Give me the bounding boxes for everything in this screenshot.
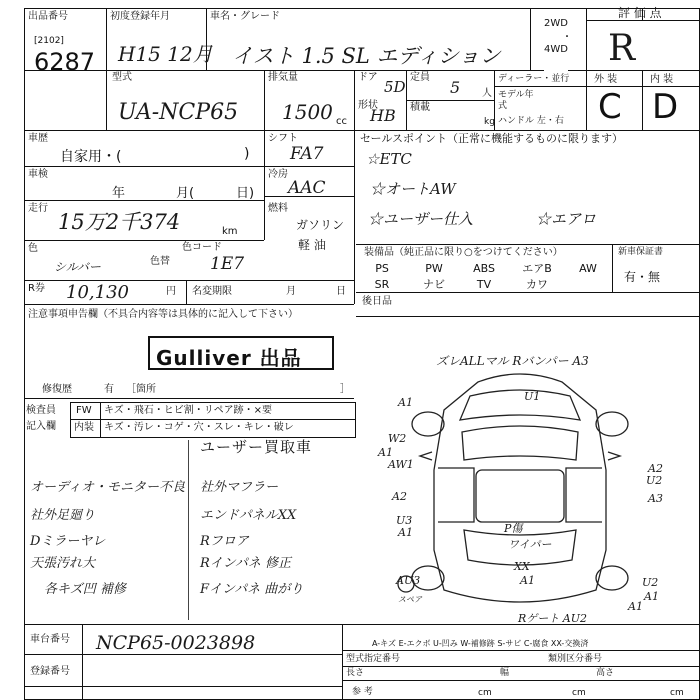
damage-mark: W2 (388, 432, 407, 445)
grade-value: R (608, 28, 636, 69)
damage-mark: A1 (644, 590, 659, 603)
exterior-label: 外 装 (594, 74, 618, 85)
damage-mark: A1 (628, 600, 643, 613)
interior-grade: D (652, 87, 679, 127)
sales-points-note: （正常に機能するものに限ります） (447, 132, 624, 145)
damage-mark: A1 (520, 574, 535, 587)
sales-point-item: ☆ユーザー仕入 (368, 210, 474, 228)
equipment-sr: SR (374, 278, 390, 291)
inspector-interior-items: キズ・汚レ・コゲ・穴・スレ・キレ・破レ (104, 422, 294, 433)
warranty-value: 有・無 (624, 270, 661, 284)
first-registration-label: 初度登録年月 (110, 11, 170, 22)
fuel-diesel: 軽 油 (298, 238, 326, 252)
equipment-pw: PW (425, 262, 443, 275)
equipment-ps: PS (375, 262, 389, 275)
model-value: UA-NCP65 (118, 100, 239, 125)
name-change-month: 月 (286, 286, 296, 297)
recycle-value: 10,130 (66, 282, 129, 303)
note-right: Rインパネ 修正 (200, 556, 292, 571)
paint-change-label: 色替 (150, 256, 170, 267)
dealer-label: ディーラー・並行 (498, 74, 570, 84)
drive-2wd-label: 2WD (544, 18, 568, 29)
damage-legend: A-キズ E-エクボ U-凹み W-補修跡 S-サビ C-腐食 XX-交換済 (372, 639, 589, 648)
damage-mark: U3 (396, 514, 413, 527)
damage-mark: A1 (378, 446, 393, 459)
note-right: Rフロア (200, 534, 249, 549)
class-number-label: 類別区分番号 (548, 654, 603, 664)
color-label: 色 (28, 243, 38, 254)
user-purchase-header: ユーザー買取車 (200, 438, 313, 456)
note-left: 社外足廻り (30, 508, 96, 523)
sales-point-item: ☆ETC (366, 150, 412, 168)
color-code-value: 1E7 (210, 254, 245, 274)
note-left: 各キズ凹 補修 (44, 582, 126, 597)
color-code-label: 色コード (182, 242, 222, 253)
repair-bracket: ［箇所 (126, 384, 156, 395)
capacity-unit: 人 (482, 88, 492, 99)
door-label: ドア (358, 72, 378, 83)
length-unit: cm (478, 688, 492, 698)
history-label: 車歴 (28, 133, 48, 144)
loading-unit: kg (484, 117, 495, 127)
recycle-label: R券 (28, 283, 45, 294)
inspector-interior-tag: 内装 (74, 422, 94, 433)
chassis-value: NCP65-0023898 (96, 632, 256, 654)
damage-mark: A1 (398, 526, 413, 539)
note-left: 天張汚れ大 (30, 556, 96, 571)
equipment-airbag: エアB (522, 262, 552, 275)
damage-mark: A1 (398, 396, 413, 409)
repair-history-label: 修復歴 (42, 384, 72, 395)
lot-number-value: 6287 (34, 48, 96, 76)
displacement-label: 排気量 (268, 72, 298, 83)
door-value: 5D (384, 78, 406, 96)
damage-mark: U1 (524, 390, 541, 403)
inspector-fw: FW (76, 405, 92, 416)
damage-mark: AW1 (388, 458, 414, 471)
shift-value: FA7 (290, 144, 324, 164)
equipment-navi: ナビ (423, 278, 445, 291)
interior-label: 内 装 (650, 74, 674, 85)
sales-point-item: ☆オートAW (370, 180, 456, 198)
displacement-value: 1500 (282, 100, 333, 124)
car-name-value: イスト 1.5 SL エディション (232, 44, 501, 68)
recycle-unit: 円 (166, 286, 176, 297)
color-value: シルバー (54, 260, 101, 274)
shape-value: HB (370, 106, 396, 125)
damage-mark: U2 (642, 576, 659, 589)
height-unit: cm (670, 688, 684, 698)
exterior-grade: C (598, 87, 622, 127)
note-left: オーディオ・モニター不良 (30, 480, 185, 495)
type-designation-label: 型式指定番号 (346, 654, 401, 664)
warranty-label: 新車保証書 (618, 247, 664, 257)
handle-label: ハンドル 左・右 (498, 116, 564, 126)
inspector-exterior-items: キズ・飛石・ヒビ割・リペア跡・×要 (104, 405, 272, 416)
inspection-year-label: 年 (112, 186, 126, 201)
note-right: エンドパネルXX (200, 508, 297, 523)
diagram-top-note: ズレALLマル Rバンパー A3 (436, 354, 589, 368)
fuel-gasoline: ガソリン (296, 218, 345, 232)
damage-mark: U2 (646, 474, 663, 487)
damage-mark: AU3 (396, 574, 421, 587)
note-left: Dミラーヤレ (30, 534, 106, 549)
model-label: 型式 (112, 72, 132, 83)
drive-4wd-label: 4WD (544, 44, 568, 55)
damage-mark: A2 (392, 490, 407, 503)
damage-mark: ワイパー (508, 538, 552, 551)
capacity-label: 定員 (410, 72, 430, 83)
reference-label: 参 考 (352, 687, 373, 697)
width-unit: cm (572, 688, 586, 698)
mileage-value: 15万2千374 (58, 210, 181, 234)
shape-label: 形状 (358, 100, 378, 111)
gulliver-logo: Gulliver 出品 (156, 346, 302, 370)
history-value: 自家用・( (60, 149, 122, 165)
inspection-month-label: 月( (176, 186, 195, 201)
equipment-title: 装備品（純正品に限り○をつけてください） (364, 247, 563, 258)
ac-label: 冷房 (268, 169, 288, 180)
name-change-day: 日 (336, 286, 346, 297)
damage-mark: XX (514, 560, 530, 573)
height-label: 高さ (596, 668, 615, 678)
loading-label: 積載 (410, 102, 430, 113)
note-right: 社外マフラー (200, 480, 279, 495)
capacity-value: 5 (450, 78, 461, 97)
name-change-label: 名変期限 (192, 286, 232, 297)
lot-number-label: 出品番号 (28, 11, 68, 22)
inspection-label: 車検 (28, 169, 48, 180)
later-items-label: 後日品 (362, 296, 392, 307)
damage-mark: A2 (648, 462, 663, 475)
inspector-label: 検査員 (26, 405, 56, 416)
chassis-label: 車台番号 (30, 634, 70, 645)
lot-sub-code: [2102] (34, 36, 64, 46)
history-close: ) (244, 146, 250, 162)
equipment-abs: ABS (473, 262, 495, 275)
drive-dot: ・ (562, 32, 572, 43)
damage-mark: P傷 (504, 522, 523, 535)
equipment-tv: TV (476, 278, 492, 291)
repair-history-value: 有 (104, 384, 114, 395)
mileage-label: 走行 (28, 203, 48, 214)
mileage-unit: km (222, 226, 238, 237)
model-year-label: モデル年式 (498, 90, 534, 111)
sales-points-title-text: セールスポイント (360, 132, 448, 145)
damage-mark: Rゲート AU2 (518, 612, 587, 625)
repair-bracket-close: ］ (340, 384, 350, 395)
width-label: 幅 (500, 668, 510, 678)
sales-point-item: ☆エアロ (536, 210, 597, 228)
length-label: 長さ (346, 668, 365, 678)
first-registration-value: H15 12月 (118, 42, 213, 66)
grade-label: 評 価 点 (618, 6, 662, 20)
damage-mark: A3 (648, 492, 663, 505)
registration-label: 登録番号 (30, 666, 70, 677)
shift-label: シフト (268, 133, 298, 144)
equipment-aw: AW (579, 262, 597, 275)
ac-value: AAC (288, 178, 326, 198)
inspection-day-label: 日) (236, 186, 255, 201)
notes-title: 注意事項申告欄（不具合内容等は具体的に記入して下さい） (28, 309, 298, 320)
displacement-unit: cc (336, 116, 347, 127)
damage-mark: スペア (398, 595, 422, 604)
fuel-label: 燃料 (268, 203, 288, 214)
note-right: Fインパネ 曲がり (200, 582, 304, 597)
inspector-entry-label: 記入欄 (26, 421, 56, 432)
equipment-leather: カワ (526, 278, 548, 291)
car-name-label: 車名・グレード (210, 11, 280, 22)
